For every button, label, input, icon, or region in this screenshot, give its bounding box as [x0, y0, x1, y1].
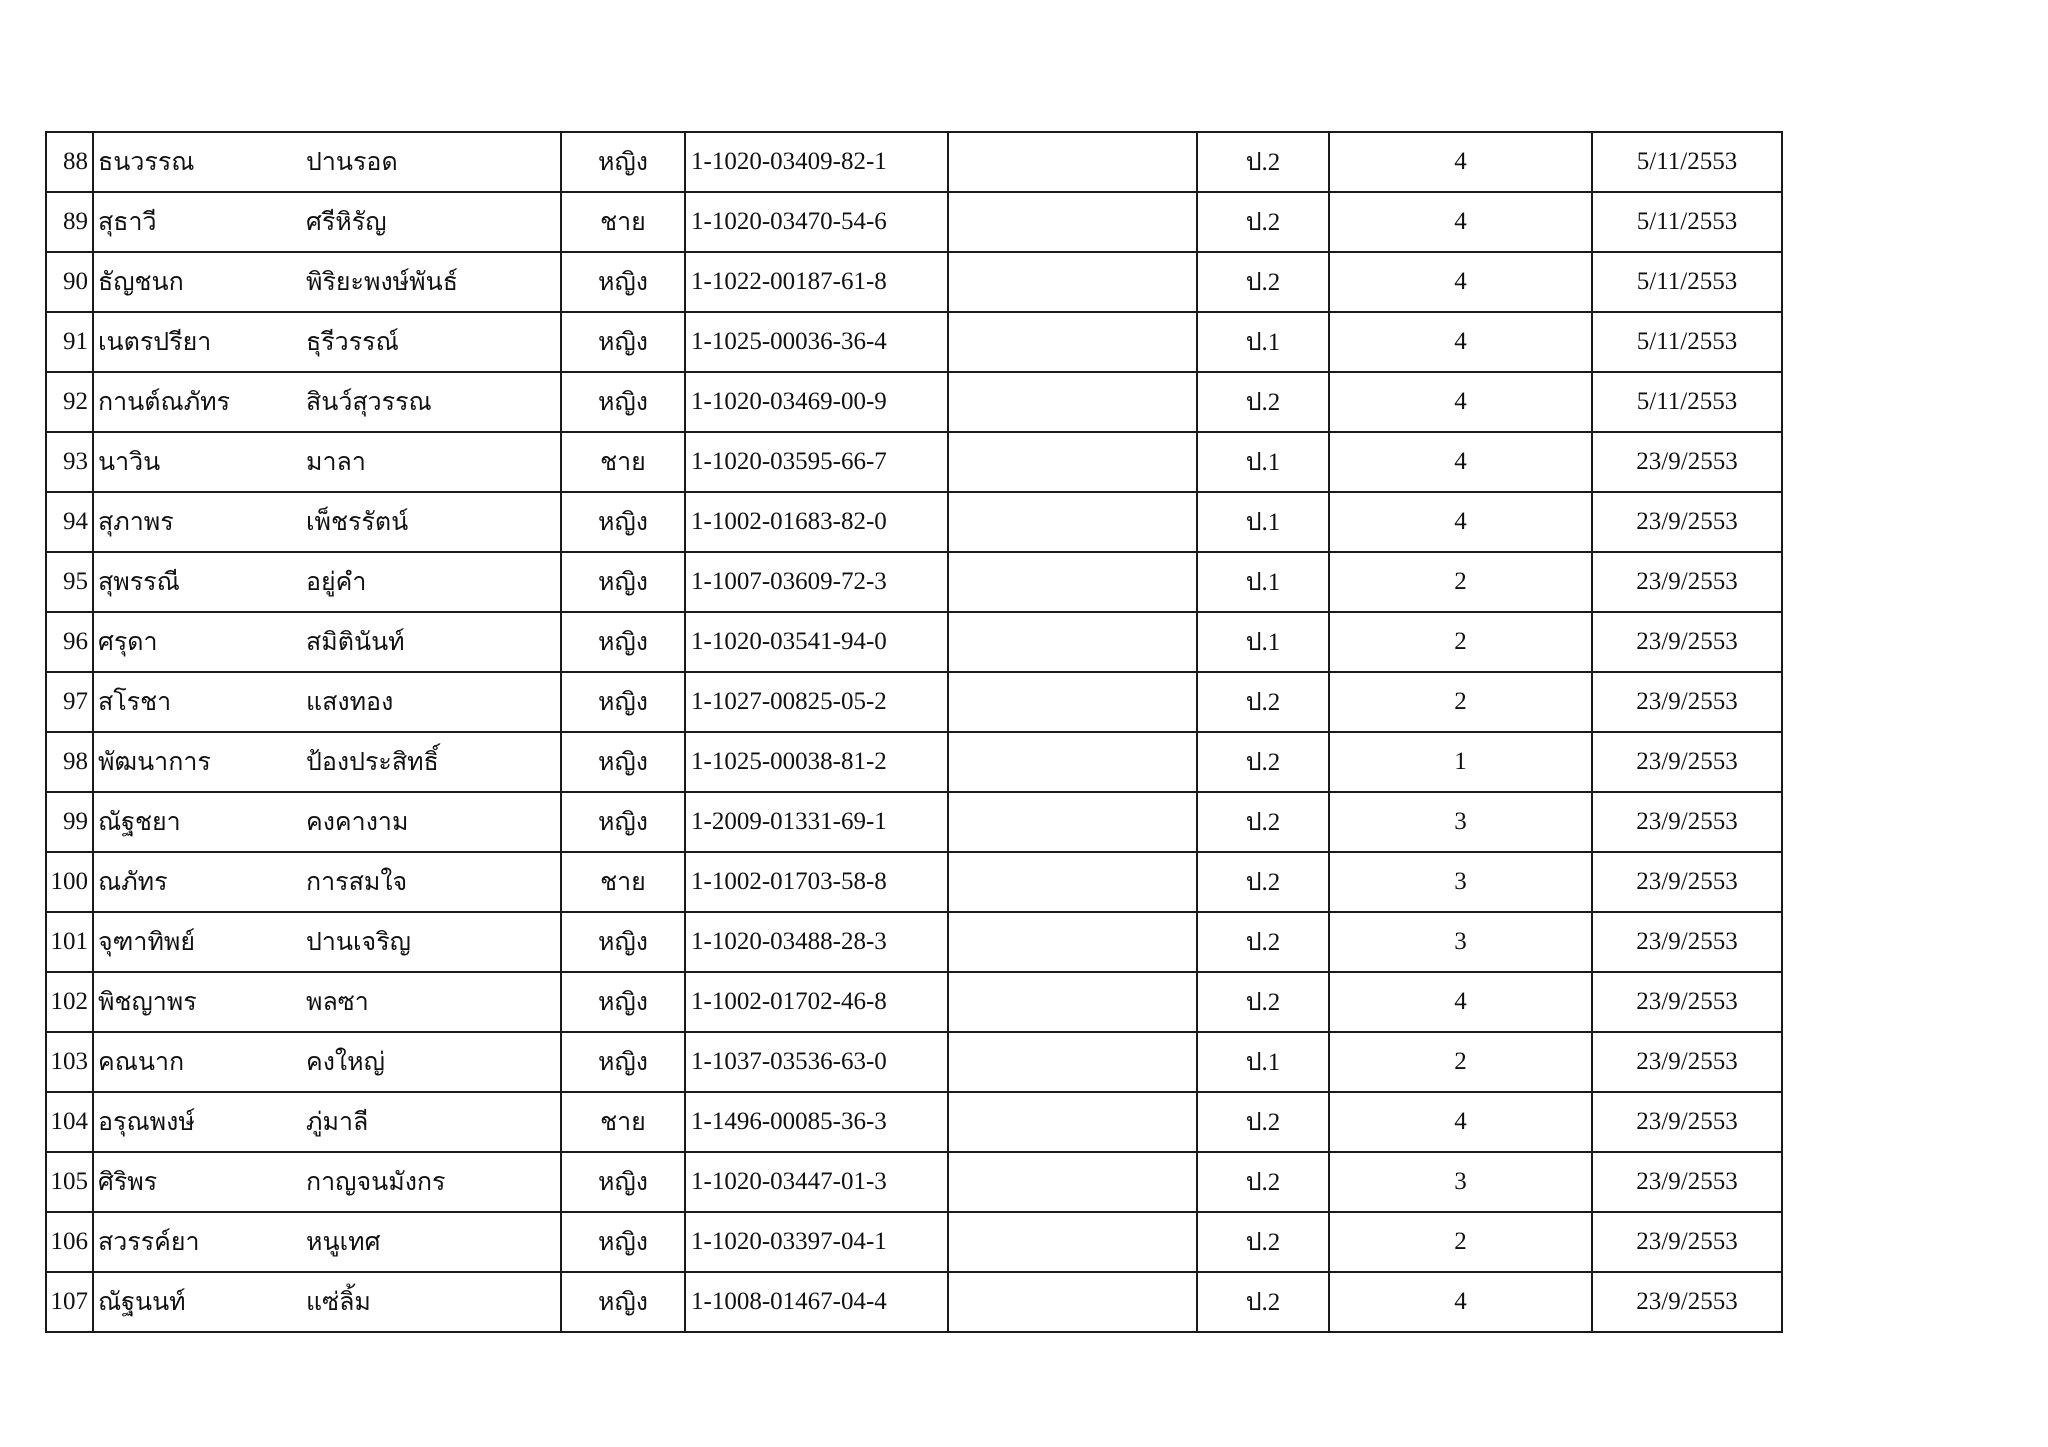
grade-level-cell: ป.1: [1197, 432, 1329, 492]
table-row: [46, 372, 1782, 432]
grade-level-cell: ป.2: [1197, 792, 1329, 852]
grade-level-cell: ป.2: [1197, 1272, 1329, 1332]
last-name-cell: แสงทอง: [300, 672, 561, 732]
blank-cell-cell: [948, 312, 1197, 372]
gender-cell: หญิง: [561, 312, 685, 372]
table-row: [46, 312, 1782, 372]
table-row: [46, 132, 1782, 192]
count-value-cell: 4: [1329, 972, 1592, 1032]
count-value-cell: 3: [1329, 1152, 1592, 1212]
gender-cell: หญิง: [561, 1272, 685, 1332]
row-number-cell: 106: [46, 1212, 93, 1272]
date-cell: 23/9/2553: [1592, 732, 1782, 792]
last-name-cell: สมิตินันท์: [300, 612, 561, 672]
first-name-cell: สุพรรณี: [93, 552, 300, 612]
blank-cell-cell: [948, 1092, 1197, 1152]
grade-level-cell: ป.2: [1197, 972, 1329, 1032]
first-name-cell: ณัฐนนท์: [93, 1272, 300, 1332]
count-value-cell: 3: [1329, 912, 1592, 972]
last-name-cell: ปานรอด: [300, 132, 561, 192]
row-number-cell: 94: [46, 492, 93, 552]
last-name-cell: พลซา: [300, 972, 561, 1032]
last-name-cell: ธุรีวรรณ์: [300, 312, 561, 372]
count-value-cell: 4: [1329, 312, 1592, 372]
last-name-cell: ปานเจริญ: [300, 912, 561, 972]
last-name-cell: แซ่ลิ้ม: [300, 1272, 561, 1332]
first-name-cell: ศิริพร: [93, 1152, 300, 1212]
id-number-cell: 1-1025-00036-36-4: [685, 312, 948, 372]
grade-level-cell: ป.1: [1197, 552, 1329, 612]
count-value-cell: 4: [1329, 432, 1592, 492]
id-number-cell: 1-1037-03536-63-0: [685, 1032, 948, 1092]
gender-cell: หญิง: [561, 372, 685, 432]
id-number-cell: 1-1496-00085-36-3: [685, 1092, 948, 1152]
gender-cell: หญิง: [561, 132, 685, 192]
date-cell: 23/9/2553: [1592, 672, 1782, 732]
blank-cell-cell: [948, 1152, 1197, 1212]
blank-cell-cell: [948, 672, 1197, 732]
row-number-cell: 89: [46, 192, 93, 252]
first-name-cell: สุธาวี: [93, 192, 300, 252]
blank-cell-cell: [948, 732, 1197, 792]
first-name-cell: ธัญชนก: [93, 252, 300, 312]
row-number-cell: 98: [46, 732, 93, 792]
table-row: [46, 852, 1782, 912]
first-name-cell: ศรุดา: [93, 612, 300, 672]
blank-cell-cell: [948, 252, 1197, 312]
id-number-cell: 1-1007-03609-72-3: [685, 552, 948, 612]
last-name-cell: คงคางาม: [300, 792, 561, 852]
count-value-cell: 4: [1329, 492, 1592, 552]
row-number-cell: 101: [46, 912, 93, 972]
blank-cell-cell: [948, 132, 1197, 192]
gender-cell: หญิง: [561, 912, 685, 972]
id-number-cell: 1-1020-03447-01-3: [685, 1152, 948, 1212]
date-cell: 23/9/2553: [1592, 792, 1782, 852]
last-name-cell: สินว์สุวรรณ: [300, 372, 561, 432]
date-cell: 23/9/2553: [1592, 912, 1782, 972]
id-number-cell: 1-1020-03541-94-0: [685, 612, 948, 672]
grade-level-cell: ป.1: [1197, 612, 1329, 672]
table-row: [46, 492, 1782, 552]
count-value-cell: 2: [1329, 1212, 1592, 1272]
last-name-cell: การสมใจ: [300, 852, 561, 912]
date-cell: 23/9/2553: [1592, 1032, 1782, 1092]
grade-level-cell: ป.1: [1197, 312, 1329, 372]
table-row: [46, 192, 1782, 252]
row-number-cell: 90: [46, 252, 93, 312]
id-number-cell: 1-1022-00187-61-8: [685, 252, 948, 312]
blank-cell-cell: [948, 912, 1197, 972]
first-name-cell: ธนวรรณ: [93, 132, 300, 192]
last-name-cell: กาญจนมังกร: [300, 1152, 561, 1212]
gender-cell: หญิง: [561, 492, 685, 552]
date-cell: 23/9/2553: [1592, 552, 1782, 612]
blank-cell-cell: [948, 1272, 1197, 1332]
first-name-cell: ณภัทร: [93, 852, 300, 912]
table-row: [46, 792, 1782, 852]
row-number-cell: 99: [46, 792, 93, 852]
date-cell: 23/9/2553: [1592, 492, 1782, 552]
date-cell: 23/9/2553: [1592, 432, 1782, 492]
count-value-cell: 2: [1329, 1032, 1592, 1092]
table-row: [46, 552, 1782, 612]
date-cell: 23/9/2553: [1592, 1212, 1782, 1272]
grade-level-cell: ป.2: [1197, 852, 1329, 912]
gender-cell: หญิง: [561, 732, 685, 792]
first-name-cell: สุภาพร: [93, 492, 300, 552]
count-value-cell: 4: [1329, 192, 1592, 252]
last-name-cell: คงใหญ่: [300, 1032, 561, 1092]
first-name-cell: สวรรค์ยา: [93, 1212, 300, 1272]
gender-cell: หญิง: [561, 552, 685, 612]
row-number-cell: 92: [46, 372, 93, 432]
count-value-cell: 4: [1329, 1272, 1592, 1332]
first-name-cell: พัฒนาการ: [93, 732, 300, 792]
grade-level-cell: ป.2: [1197, 252, 1329, 312]
row-number-cell: 105: [46, 1152, 93, 1212]
date-cell: 5/11/2553: [1592, 252, 1782, 312]
id-number-cell: 1-1002-01703-58-8: [685, 852, 948, 912]
count-value-cell: 4: [1329, 1092, 1592, 1152]
last-name-cell: เพ็ชรรัตน์: [300, 492, 561, 552]
gender-cell: หญิง: [561, 672, 685, 732]
row-number-cell: 107: [46, 1272, 93, 1332]
table-row: [46, 1152, 1782, 1212]
gender-cell: หญิง: [561, 1212, 685, 1272]
count-value-cell: 2: [1329, 672, 1592, 732]
date-cell: 5/11/2553: [1592, 132, 1782, 192]
id-number-cell: 1-1020-03595-66-7: [685, 432, 948, 492]
row-number-cell: 97: [46, 672, 93, 732]
date-cell: 5/11/2553: [1592, 192, 1782, 252]
grade-level-cell: ป.2: [1197, 1152, 1329, 1212]
first-name-cell: พิชญาพร: [93, 972, 300, 1032]
date-cell: 5/11/2553: [1592, 372, 1782, 432]
count-value-cell: 3: [1329, 792, 1592, 852]
row-number-cell: 95: [46, 552, 93, 612]
grade-level-cell: ป.2: [1197, 132, 1329, 192]
blank-cell-cell: [948, 792, 1197, 852]
grade-level-cell: ป.2: [1197, 192, 1329, 252]
table-body: [46, 132, 1782, 1332]
row-number-cell: 96: [46, 612, 93, 672]
id-number-cell: 1-1020-03409-82-1: [685, 132, 948, 192]
gender-cell: หญิง: [561, 1152, 685, 1212]
count-value-cell: 3: [1329, 852, 1592, 912]
id-number-cell: 1-1002-01702-46-8: [685, 972, 948, 1032]
date-cell: 23/9/2553: [1592, 1092, 1782, 1152]
gender-cell: ชาย: [561, 192, 685, 252]
blank-cell-cell: [948, 552, 1197, 612]
id-number-cell: 1-1008-01467-04-4: [685, 1272, 948, 1332]
table-row: [46, 612, 1782, 672]
grade-level-cell: ป.2: [1197, 372, 1329, 432]
date-cell: 23/9/2553: [1592, 612, 1782, 672]
count-value-cell: 1: [1329, 732, 1592, 792]
grade-level-cell: ป.2: [1197, 912, 1329, 972]
table-row: [46, 1212, 1782, 1272]
blank-cell-cell: [948, 852, 1197, 912]
table-row: [46, 672, 1782, 732]
grade-level-cell: ป.1: [1197, 492, 1329, 552]
last-name-cell: มาลา: [300, 432, 561, 492]
id-number-cell: 1-1020-03470-54-6: [685, 192, 948, 252]
grade-level-cell: ป.2: [1197, 672, 1329, 732]
gender-cell: หญิง: [561, 972, 685, 1032]
id-number-cell: 1-1025-00038-81-2: [685, 732, 948, 792]
row-number-cell: 91: [46, 312, 93, 372]
count-value-cell: 2: [1329, 612, 1592, 672]
grade-level-cell: ป.1: [1197, 1032, 1329, 1092]
gender-cell: ชาย: [561, 852, 685, 912]
count-value-cell: 4: [1329, 132, 1592, 192]
gender-cell: หญิง: [561, 612, 685, 672]
row-number-cell: 93: [46, 432, 93, 492]
count-value-cell: 2: [1329, 552, 1592, 612]
blank-cell-cell: [948, 372, 1197, 432]
table-row: [46, 732, 1782, 792]
date-cell: 23/9/2553: [1592, 1152, 1782, 1212]
table-row: [46, 252, 1782, 312]
id-number-cell: 1-1002-01683-82-0: [685, 492, 948, 552]
table-row: [46, 912, 1782, 972]
row-number-cell: 102: [46, 972, 93, 1032]
grade-level-cell: ป.2: [1197, 732, 1329, 792]
id-number-cell: 1-1020-03469-00-9: [685, 372, 948, 432]
id-number-cell: 1-1020-03488-28-3: [685, 912, 948, 972]
last-name-cell: ภู่มาลี: [300, 1092, 561, 1152]
first-name-cell: อรุณพงษ์: [93, 1092, 300, 1152]
date-cell: 23/9/2553: [1592, 852, 1782, 912]
blank-cell-cell: [948, 1212, 1197, 1272]
grade-level-cell: ป.2: [1197, 1092, 1329, 1152]
table-row: [46, 1092, 1782, 1152]
first-name-cell: จุฑาทิพย์: [93, 912, 300, 972]
table-row: [46, 972, 1782, 1032]
grade-level-cell: ป.2: [1197, 1212, 1329, 1272]
first-name-cell: สโรชา: [93, 672, 300, 732]
id-number-cell: 1-1027-00825-05-2: [685, 672, 948, 732]
gender-cell: ชาย: [561, 1092, 685, 1152]
date-cell: 23/9/2553: [1592, 1272, 1782, 1332]
first-name-cell: ณัฐชยา: [93, 792, 300, 852]
id-number-cell: 1-2009-01331-69-1: [685, 792, 948, 852]
blank-cell-cell: [948, 192, 1197, 252]
last-name-cell: หนูเทศ: [300, 1212, 561, 1272]
gender-cell: หญิง: [561, 792, 685, 852]
id-number-cell: 1-1020-03397-04-1: [685, 1212, 948, 1272]
table-row: [46, 1032, 1782, 1092]
table-row: [46, 1272, 1782, 1332]
gender-cell: หญิง: [561, 252, 685, 312]
first-name-cell: กานต์ณภัทร: [93, 372, 300, 432]
row-number-cell: 103: [46, 1032, 93, 1092]
gender-cell: หญิง: [561, 1032, 685, 1092]
table-row: [46, 432, 1782, 492]
student-table: [45, 131, 1783, 1333]
blank-cell-cell: [948, 432, 1197, 492]
count-value-cell: 4: [1329, 252, 1592, 312]
last-name-cell: อยู่คำ: [300, 552, 561, 612]
count-value-cell: 4: [1329, 372, 1592, 432]
blank-cell-cell: [948, 492, 1197, 552]
blank-cell-cell: [948, 1032, 1197, 1092]
row-number-cell: 88: [46, 132, 93, 192]
last-name-cell: ป้องประสิทธิ์: [300, 732, 561, 792]
row-number-cell: 100: [46, 852, 93, 912]
first-name-cell: คณนาก: [93, 1032, 300, 1092]
last-name-cell: ศรีหิรัญ: [300, 192, 561, 252]
blank-cell-cell: [948, 612, 1197, 672]
row-number-cell: 104: [46, 1092, 93, 1152]
date-cell: 5/11/2553: [1592, 312, 1782, 372]
first-name-cell: นาวิน: [93, 432, 300, 492]
first-name-cell: เนตรปรียา: [93, 312, 300, 372]
gender-cell: ชาย: [561, 432, 685, 492]
blank-cell-cell: [948, 972, 1197, 1032]
date-cell: 23/9/2553: [1592, 972, 1782, 1032]
last-name-cell: พิริยะพงษ์พันธ์: [300, 252, 561, 312]
